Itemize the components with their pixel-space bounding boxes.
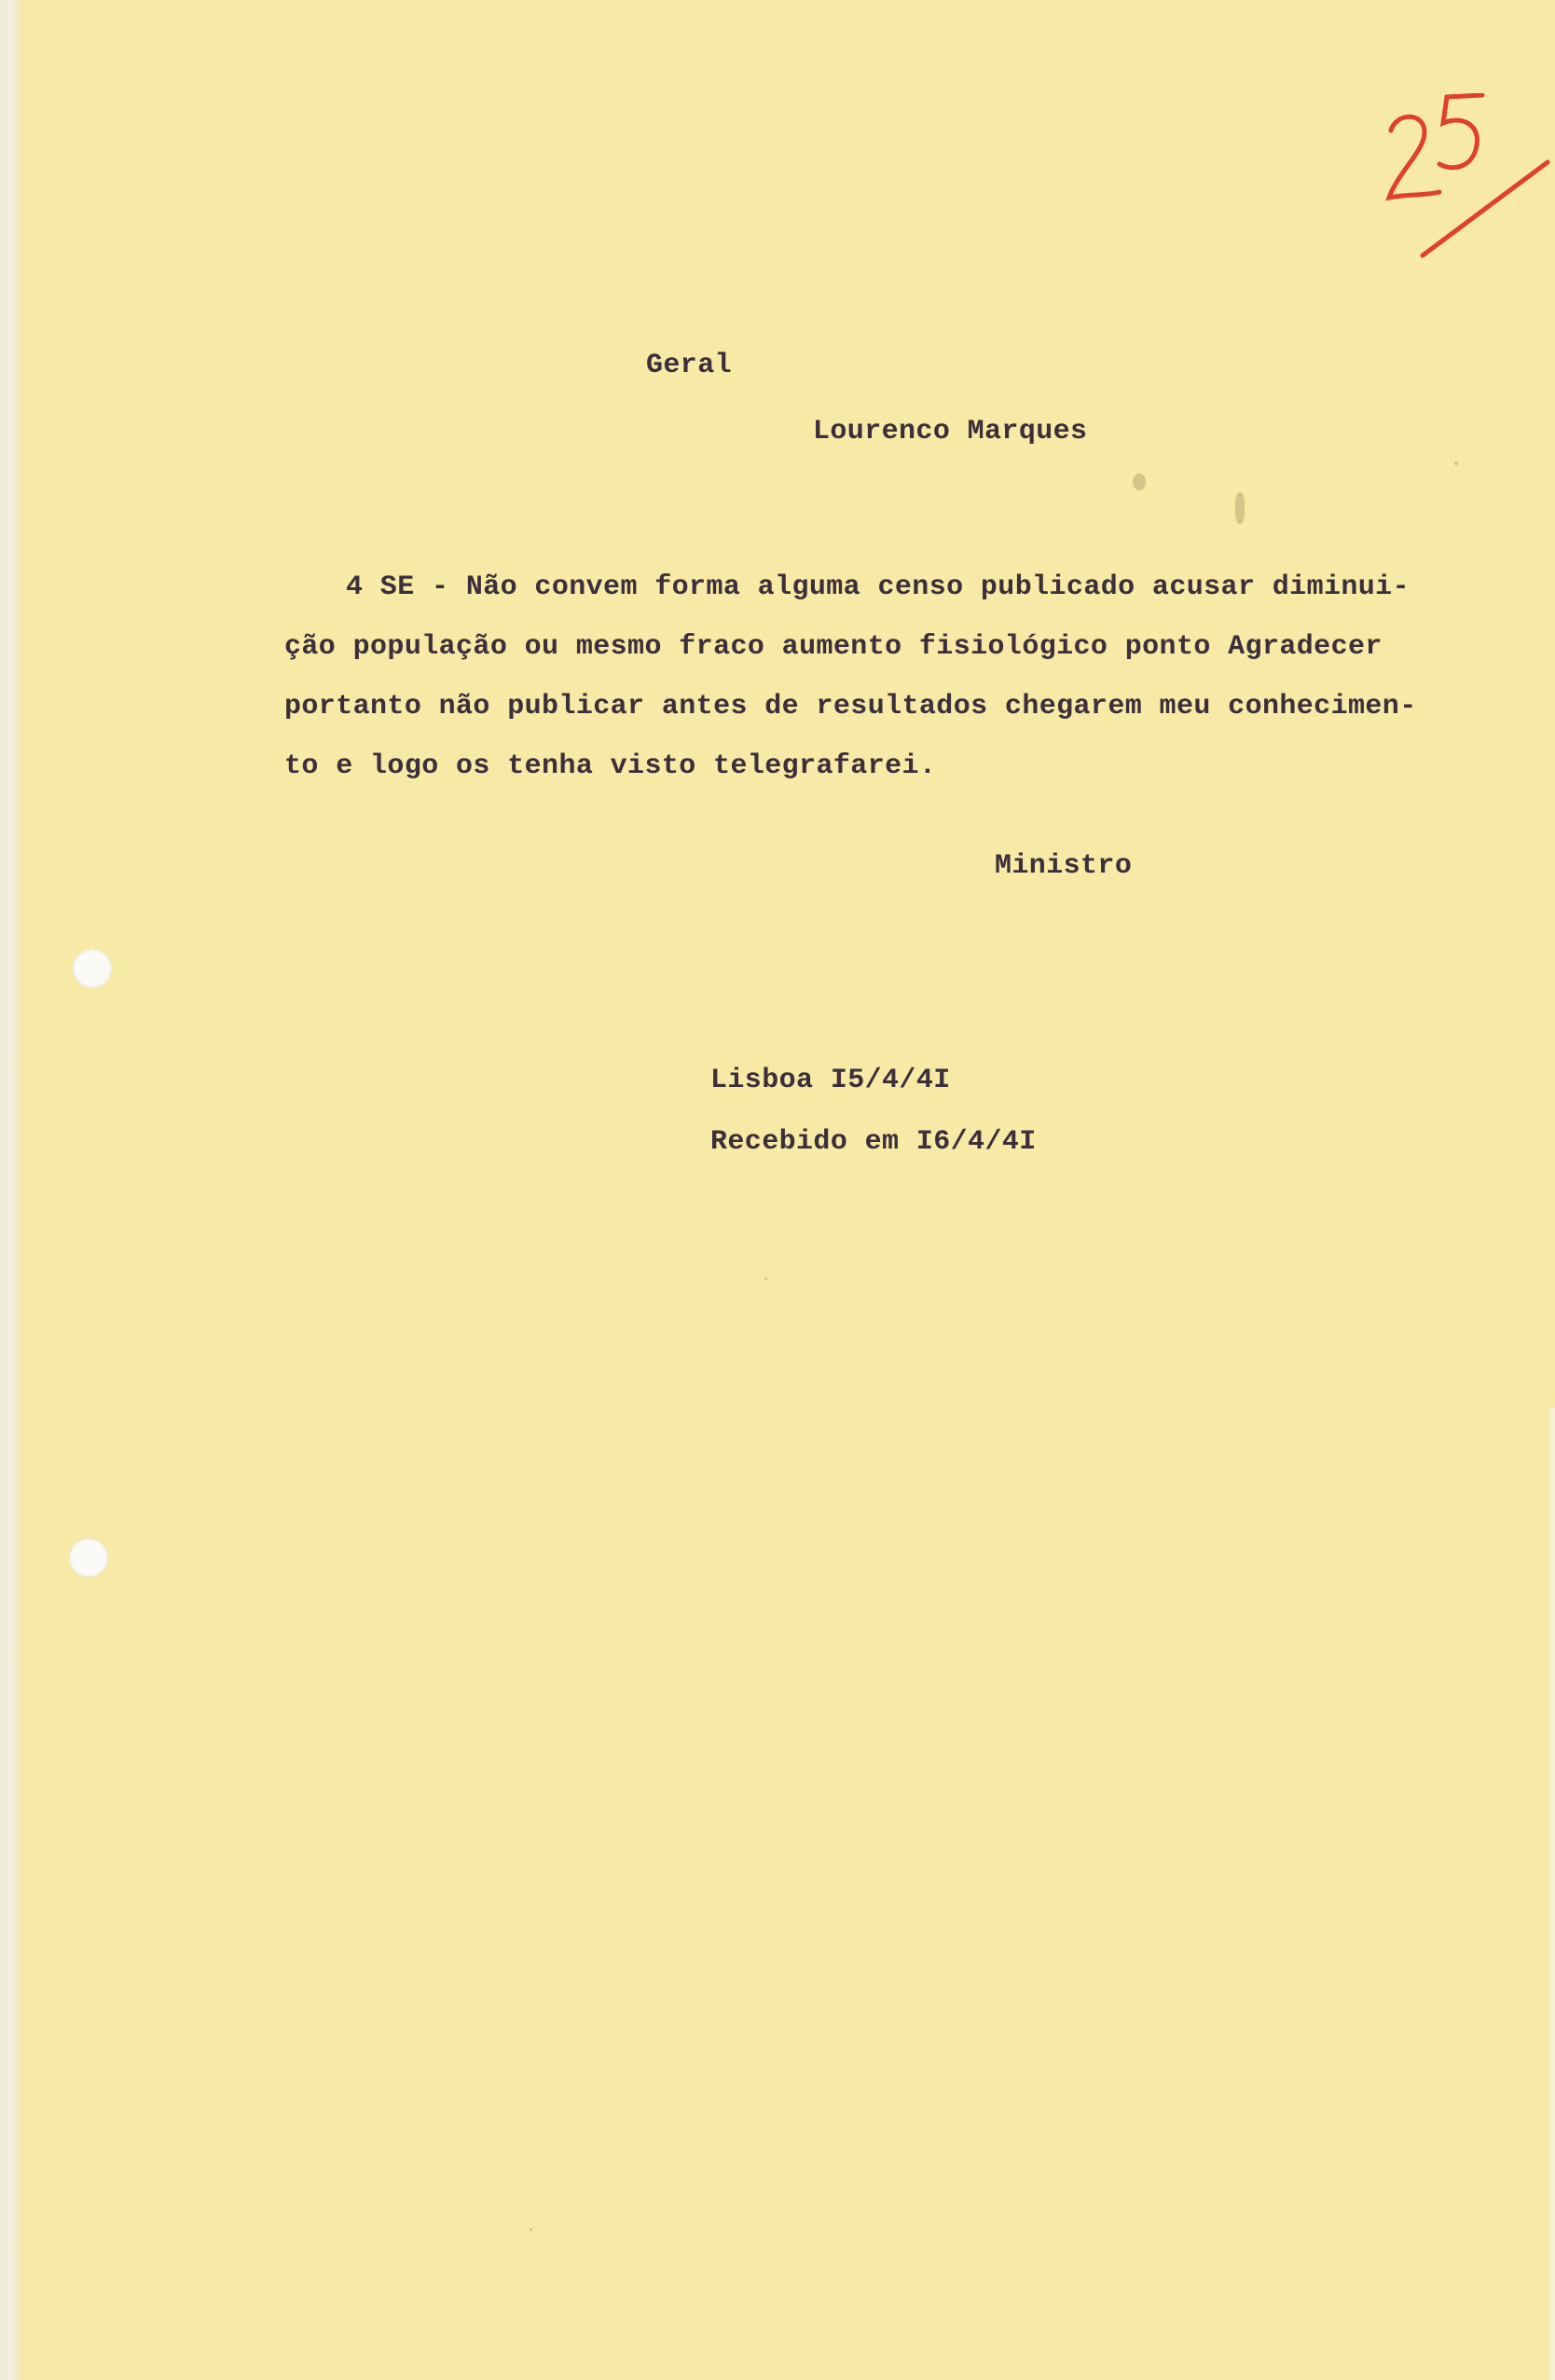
paper-speck: [1454, 461, 1458, 465]
message-line: 4 SE - Não convem forma alguma censo publicado acusar diminui-: [346, 571, 1410, 603]
paper-right-edge: [1549, 1408, 1555, 2380]
telegram-message: [284, 557, 1524, 796]
signature-ministro: Ministro: [995, 850, 1133, 882]
origin-date: Lisboa I5/4/4I: [710, 1065, 951, 1096]
paper-speck: [1133, 474, 1146, 490]
paper-left-edge: [0, 0, 24, 2380]
punch-hole-bottom: [69, 1538, 108, 1577]
message-line: portanto não publicar antes de resultados chegarem meu conhecimen-: [284, 691, 1417, 722]
received-date: Recebido em I6/4/4I: [710, 1126, 1037, 1158]
paper-speck: [530, 2228, 532, 2231]
addressee-place: Lourenco Marques: [813, 416, 1088, 447]
paper-speck: [1235, 492, 1245, 524]
addressee-general: Geral: [646, 350, 733, 381]
paper-speck: [764, 1277, 767, 1280]
punch-hole-top: [73, 949, 112, 988]
message-line: to e logo os tenha visto telegrafarei.: [284, 750, 937, 782]
message-line: ção população ou mesmo fraco aumento fisiológico ponto Agradecer: [284, 631, 1383, 663]
folio-number-handwritten: [1370, 93, 1555, 280]
